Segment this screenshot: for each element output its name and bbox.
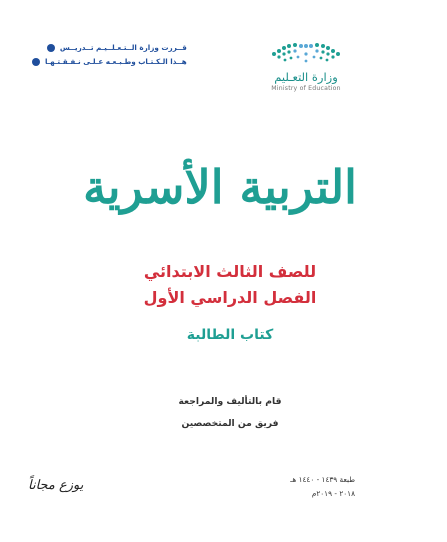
approval-note-line: هــذا الـكـتـاب وطـبـعـه عـلـى نـفـقـتـهـا: [45, 57, 187, 66]
bullet-dot-icon: [32, 58, 40, 66]
approval-notes: [32, 43, 187, 66]
authors-line: قام بالتأليف والمراجعة: [178, 396, 282, 407]
semester-label: الفصل الدراسي الأول: [143, 288, 317, 307]
bullet-dot-icon: [47, 44, 55, 52]
book-title: التربية الأسرية: [83, 160, 357, 214]
ministry-logo: [268, 42, 344, 94]
book-type-label: كتاب الطالبة: [186, 327, 274, 343]
edition-gregorian: ٢٠١٨ - ٢٠١٩م: [311, 489, 355, 498]
ministry-name-arabic: وزارة التعـليم: [274, 70, 338, 84]
free-distribution-note: يوزع مجاناً: [28, 478, 84, 493]
approval-note-row: [32, 43, 187, 52]
grade-label: للصف الثالث الابتدائي: [143, 262, 317, 281]
ministry-name-english: Ministry of Education: [271, 85, 341, 92]
authors-line: فريق من المتخصصين: [181, 418, 279, 429]
approval-note-line: قــررت وزارة الــتـعـلــيـم تــدريــس: [59, 43, 187, 52]
edition-hijri: طبعة ١٤٣٩ - ١٤٤٠ هـ: [290, 475, 355, 484]
approval-note-row: [32, 57, 187, 66]
ministry-dots-icon: [268, 42, 344, 64]
